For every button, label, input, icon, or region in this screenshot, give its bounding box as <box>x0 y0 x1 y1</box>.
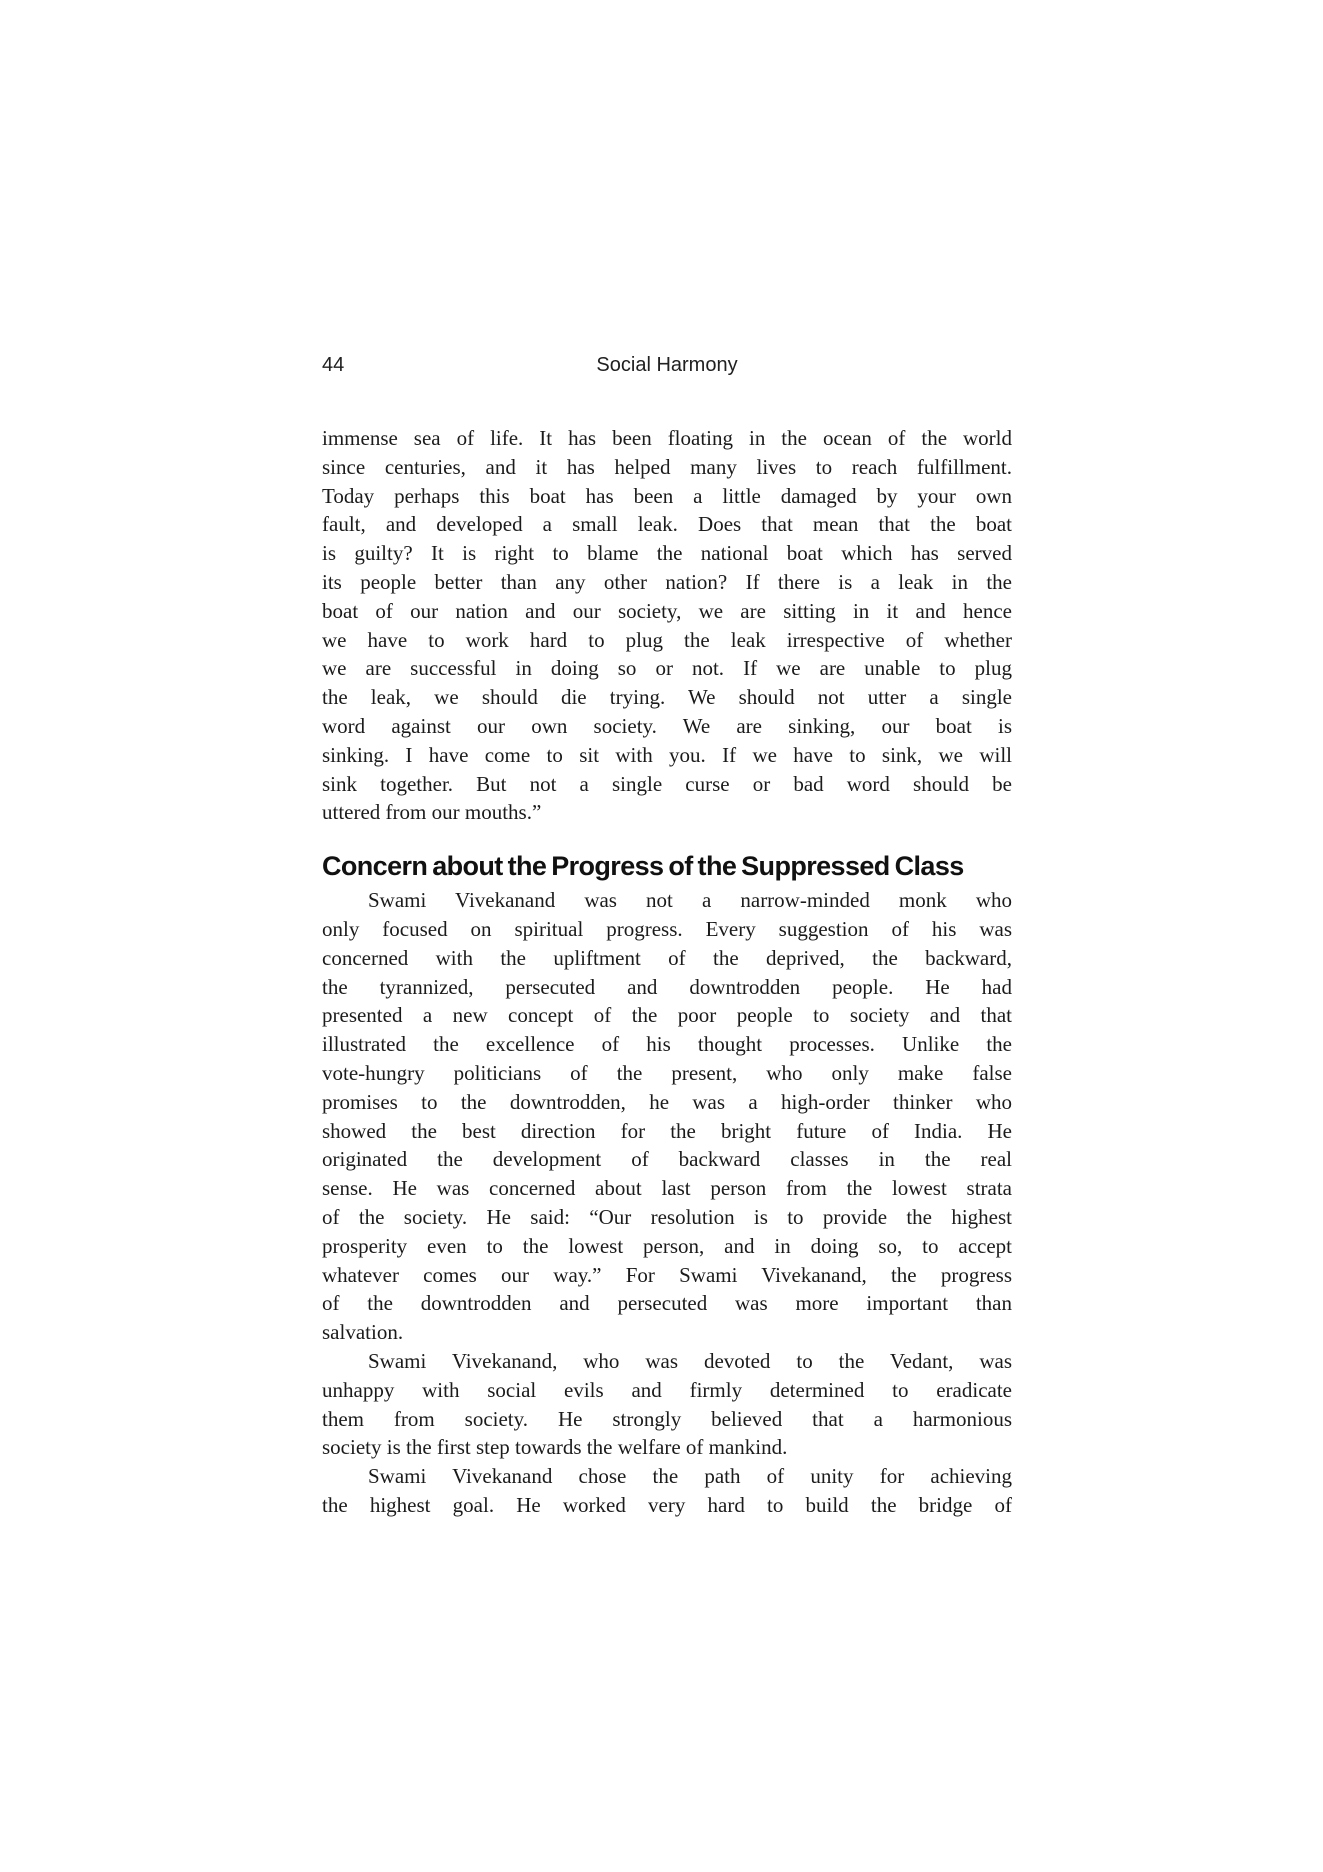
text-line: fault, and developed a small leak. Does that mean that the boat <box>322 512 1012 537</box>
text-line: Today perhaps this boat has been a little damaged by your own <box>322 483 1012 508</box>
text-line: we are successful in doing so or not. If we are unable to plug <box>322 656 1012 681</box>
text-line: since centuries, and it has helped many lives to reach fulfillment. <box>322 454 1012 479</box>
paragraph-continuation <box>322 424 1012 827</box>
text-line: unhappy with social evils and firmly determined to eradicate <box>322 1377 1012 1402</box>
text-line: sense. He was concerned about last person from the lowest strata <box>322 1176 1012 1201</box>
text-line: its people better than any other nation? If there is a leak in the <box>322 569 1012 594</box>
text-line: showed the best direction for the bright future of India. He <box>322 1118 1012 1143</box>
text-line: uttered from our mouths.” <box>322 800 542 825</box>
text-line: prosperity even to the lowest person, and in doing so, to accept <box>322 1233 1012 1258</box>
paragraph <box>322 1462 1012 1520</box>
text-line: word against our own society. We are sinking, our boat is <box>322 713 1012 738</box>
running-title: Social Harmony <box>596 354 738 376</box>
text-line: concerned with the upliftment of the deprived, the backward, <box>322 945 1012 970</box>
text-line: sink together. But not a single curse or bad word should be <box>322 771 1012 796</box>
text-line: is guilty? It is right to blame the national boat which has served <box>322 541 1012 566</box>
text-line: of the downtrodden and persecuted was more important than <box>322 1291 1012 1316</box>
text-column <box>322 352 1012 1520</box>
text-line: Swami Vivekanand, who was devoted to the Vedant, was <box>368 1348 1012 1373</box>
page-number: 44 <box>322 354 345 376</box>
text-line: promises to the downtrodden, he was a high-order thinker who <box>322 1089 1012 1114</box>
text-line: presented a new concept of the poor people to society and that <box>322 1003 1012 1028</box>
text-line: originated the development of backward classes in the real <box>322 1147 1012 1172</box>
text-line: Swami Vivekanand chose the path of unity for achieving <box>368 1464 1012 1489</box>
text-line: society is the first step towards the welfare of mankind. <box>322 1435 788 1460</box>
text-line: only focused on spiritual progress. Every suggestion of his was <box>322 916 1012 941</box>
text-line: we have to work hard to plug the leak irrespective of whether <box>322 627 1012 652</box>
paragraph <box>322 1347 1012 1462</box>
text-line: the leak, we should die trying. We should not utter a single <box>322 685 1012 710</box>
text-line: boat of our nation and our society, we are sitting in it and hence <box>322 598 1012 623</box>
text-line: them from society. He strongly believed that a harmonious <box>322 1406 1012 1431</box>
text-line: the tyrannized, persecuted and downtrodden people. He had <box>322 974 1012 999</box>
text-line: the highest goal. He worked very hard to build the bridge of <box>322 1492 1012 1517</box>
text-line: sinking. I have come to sit with you. If we have to sink, we will <box>322 742 1012 767</box>
text-line: illustrated the excellence of his thought processes. Unlike the <box>322 1032 1012 1057</box>
text-line: immense sea of life. It has been floating in the ocean of the world <box>322 426 1012 450</box>
text-line: Swami Vivekanand was not a narrow-minded monk who <box>368 888 1012 913</box>
text-line: whatever comes our way.” For Swami Vivekanand, the progress <box>322 1262 1012 1287</box>
paragraph <box>322 886 1012 1347</box>
text-line: of the society. He said: “Our resolution is to provide the highest <box>322 1204 1012 1229</box>
section-heading: Concern about the Progress of the Suppressed Class <box>322 851 964 882</box>
body-text <box>322 424 1012 1520</box>
page-header <box>322 352 1012 378</box>
text-line: vote-hungry politicians of the present, who only make false <box>322 1060 1012 1085</box>
text-line: salvation. <box>322 1320 404 1345</box>
